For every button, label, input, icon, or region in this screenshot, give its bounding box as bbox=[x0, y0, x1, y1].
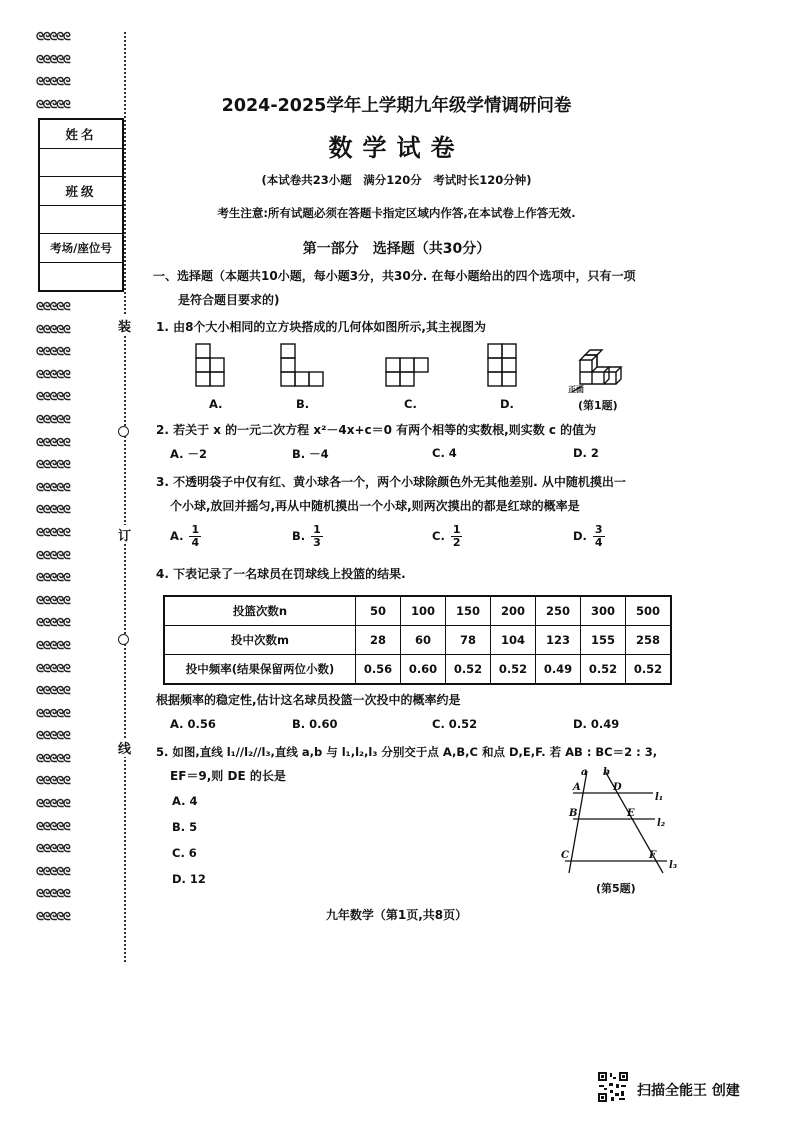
exam-notice: 考生注意:所有试题必须在答题卡指定区域内作答,在本试卷上作答无效. bbox=[217, 206, 576, 220]
q1-option-b: B. bbox=[296, 397, 310, 411]
fig-label: l₃ bbox=[669, 860, 678, 871]
q3-option-a: A. $\frac{1}{4}$ bbox=[170, 523, 200, 549]
q5-parallel-lines-figure bbox=[555, 765, 685, 880]
q3-option-c: C. $\frac{1}{2}$ bbox=[432, 523, 461, 549]
binding-char-ding: 订 bbox=[118, 525, 131, 544]
table-row bbox=[164, 655, 671, 685]
seat-label: 考场/座位号 bbox=[40, 234, 122, 263]
q4-option-a: A. 0.56 bbox=[170, 717, 216, 731]
table-row bbox=[164, 626, 671, 655]
question-5-line1: 5. 如图,直线 l₁//l₂//l₃,直线 a,b 与 l₁,l₂,l₃ 分别交于点 A,B,C 和点 D,E,F. 若 AB : BC＝2 : 3, bbox=[156, 745, 658, 759]
binding-char-xian: 线 bbox=[118, 738, 131, 757]
fig-label: B bbox=[569, 808, 578, 819]
q2-option-a: A. －2 bbox=[170, 447, 207, 461]
exam-title: 2024-2025学年上学期九年级学情调研问卷 bbox=[221, 96, 572, 116]
fig-label: F bbox=[649, 850, 657, 861]
table-cell: 100 bbox=[401, 596, 446, 626]
page-footer: 九年数学（第1页,共8页） bbox=[325, 908, 468, 922]
q1-figure-caption: (第1题) bbox=[578, 399, 618, 412]
table-cell: 0.52 bbox=[581, 655, 626, 685]
q2-option-b: B. －4 bbox=[292, 447, 329, 461]
table-cell: 0.52 bbox=[446, 655, 491, 685]
question-3-line2: 个小球,放回并摇匀,再从中随机摸出一个小球,则两次摸出的都是红球的概率是 bbox=[170, 499, 580, 513]
table-cell: 投中频率(结果保留两位小数) bbox=[164, 655, 356, 685]
table-cell: 104 bbox=[491, 626, 536, 655]
fig-label: l₂ bbox=[657, 818, 666, 829]
table-cell: 投中次数m bbox=[164, 626, 356, 655]
question-4: 4. 下表记录了一名球员在罚球线上投篮的结果. bbox=[156, 567, 406, 581]
scanner-watermark: 扫描全能王 创建 bbox=[637, 1083, 740, 1099]
q5-figure-caption: (第5题) bbox=[596, 882, 636, 895]
fig-label: b bbox=[603, 767, 610, 778]
table-cell: 0.52 bbox=[626, 655, 672, 685]
table-cell: 60 bbox=[401, 626, 446, 655]
q5-option-b: B. 5 bbox=[172, 820, 198, 834]
question-5-line2: EF＝9,则 DE 的长是 bbox=[170, 769, 286, 783]
table-cell: 200 bbox=[491, 596, 536, 626]
name-label: 姓名 bbox=[40, 120, 122, 149]
table-row bbox=[164, 596, 671, 626]
question-4-prompt: 根据频率的稳定性,估计这名球员投篮一次投中的概率约是 bbox=[156, 693, 461, 707]
q5-option-a: A. 4 bbox=[172, 794, 198, 808]
exam-info: (本试卷共23小题 满分120分 考试时长120分钟) bbox=[261, 173, 532, 187]
margin-wave-pattern-bottom: ᘓᘓᘓᘓᘓ ᘓᘓᘓᘓᘓ ᘓᘓᘓᘓᘓ ᘓᘓᘓᘓᘓ ᘓᘓᘓᘓᘓ ᘓᘓᘓᘓᘓ ᘓᘓᘓᘓᘓ ᘓᘓᘓᘓᘓ ᘓᘓᘓᘓᘓ ᘓᘓᘓᘓᘓ ᘓᘓᘓᘓᘓ ᘓᘓᘓᘓᘓ ᘓᘓᘓᘓᘓ ᘓᘓᘓᘓᘓ ᘓᘓᘓᘓᘓ ᘓᘓᘓᘓᘓ ᘓᘓᘓᘓᘓ ᘓᘓᘓᘓᘓ ᘓᘓᘓᘓᘓ ᘓᘓᘓᘓᘓ ᘓᘓᘓᘓᘓ ᘓᘓᘓᘓᘓ ᘓᘓᘓᘓᘓ ᘓᘓᘓᘓᘓ ᘓᘓᘓᘓᘓ ᘓᘓᘓᘓᘓ ᘓᘓᘓᘓᘓ ᘓᘓᘓᘓᘓ bbox=[36, 300, 70, 924]
exam-subject: 数学试卷 bbox=[328, 134, 465, 162]
table-cell: 123 bbox=[536, 626, 581, 655]
table-cell: 500 bbox=[626, 596, 672, 626]
fig-label: l₁ bbox=[655, 792, 664, 803]
q1-front-label: 正面 bbox=[568, 385, 584, 394]
table-cell: 155 bbox=[581, 626, 626, 655]
table-cell: 50 bbox=[356, 596, 401, 626]
table-cell: 0.60 bbox=[401, 655, 446, 685]
margin-wave-pattern-top: ᘓᘓᘓᘓᘓ ᘓᘓᘓᘓᘓ ᘓᘓᘓᘓᘓ ᘓᘓᘓᘓᘓ bbox=[36, 30, 70, 111]
part-title: 第一部分 选择题（共30分） bbox=[302, 241, 491, 257]
q1-option-a: A. bbox=[209, 397, 223, 411]
fig-label: D bbox=[613, 782, 622, 793]
table-cell: 0.56 bbox=[356, 655, 401, 685]
q4-data-table bbox=[163, 595, 672, 685]
q5-option-d: D. 12 bbox=[172, 872, 206, 886]
table-cell: 投篮次数n bbox=[164, 596, 356, 626]
table-cell: 0.49 bbox=[536, 655, 581, 685]
q2-option-c: C. 4 bbox=[432, 446, 457, 460]
table-cell: 258 bbox=[626, 626, 672, 655]
table-cell: 300 bbox=[581, 596, 626, 626]
table-cell: 150 bbox=[446, 596, 491, 626]
table-cell: 0.52 bbox=[491, 655, 536, 685]
table-cell: 28 bbox=[356, 626, 401, 655]
question-3-line1: 3. 不透明袋子中仅有红、黄小球各一个，两个小球除颜色外无其他差别. 从中随机摸出一 bbox=[156, 475, 626, 489]
fig-label: E bbox=[627, 808, 635, 819]
table-cell: 250 bbox=[536, 596, 581, 626]
q4-option-c: C. 0.52 bbox=[432, 717, 478, 731]
q4-option-b: B. 0.60 bbox=[292, 717, 338, 731]
table-cell: 78 bbox=[446, 626, 491, 655]
seat-field[interactable] bbox=[40, 263, 122, 290]
binding-char-zhuang: 装 bbox=[118, 316, 131, 335]
fig-label: A bbox=[573, 782, 581, 793]
q5-option-c: C. 6 bbox=[172, 846, 197, 860]
question-2: 2. 若关于 x 的一元二次方程 x²－4x+c＝0 有两个相等的实数根,则实数 c 的值为 bbox=[156, 423, 597, 437]
binding-hole bbox=[118, 634, 129, 645]
section-instructions-line1: 一、选择题（本题共10小题，每小题3分，共30分. 在每小题给出的四个选项中，只有一项 bbox=[153, 269, 636, 283]
qr-code-icon bbox=[597, 1071, 629, 1103]
q4-option-d: D. 0.49 bbox=[573, 717, 620, 731]
q1-option-c: C. bbox=[404, 397, 417, 411]
class-label: 班级 bbox=[40, 177, 122, 206]
fig-label: C bbox=[561, 850, 569, 861]
fig-label: a bbox=[581, 767, 588, 778]
q3-option-b: B. $\frac{1}{3}$ bbox=[292, 523, 321, 549]
binding-hole bbox=[118, 426, 129, 437]
q1-option-d: D. bbox=[500, 397, 514, 411]
q2-option-d: D. 2 bbox=[573, 446, 599, 460]
question-1: 1. 由8个大小相同的立方块搭成的几何体如图所示,其主视图为 bbox=[156, 320, 486, 334]
section-instructions-line2: 是符合题目要求的) bbox=[178, 293, 280, 307]
q3-option-d: D. $\frac{3}{4}$ bbox=[573, 523, 603, 549]
